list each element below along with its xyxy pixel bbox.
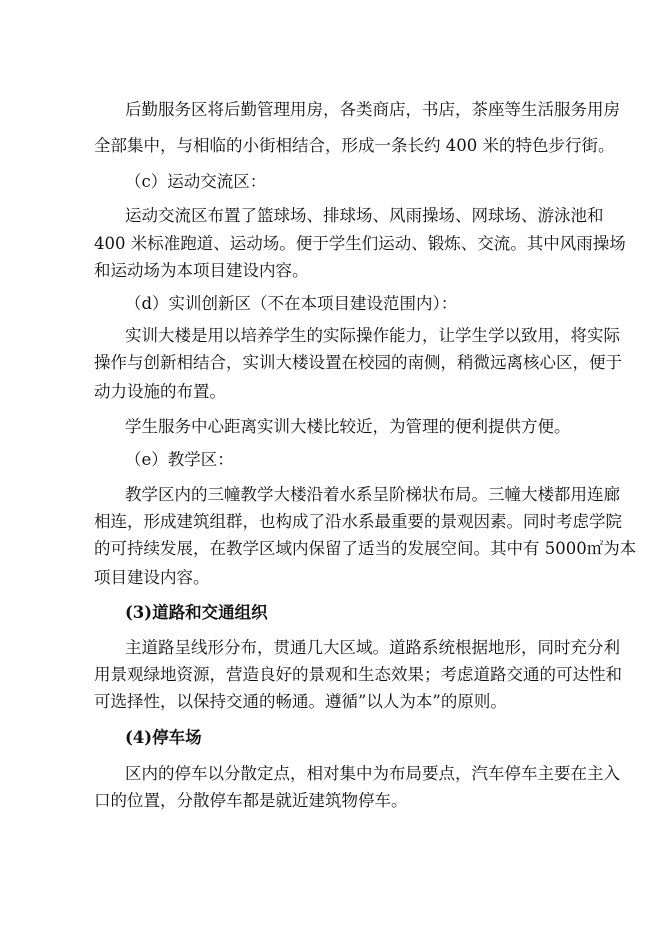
paragraph-line: 主道路呈线形分布，贯通几大区域。道路系统根据地形，同时充分利 xyxy=(125,638,620,657)
paragraph-line: 项目建设内容。 xyxy=(94,568,210,587)
paragraph-line: 区内的停车以分散定点，相对集中为布局要点，汽车停车主要在主入 xyxy=(125,764,620,783)
paragraph-line: 实训大楼是用以培养学生的实际操作能力，让学生学以致用，将实际 xyxy=(125,326,620,345)
paragraph-line: 教学区内的三幢教学大楼沿着水系呈阶梯状布局。三幢大楼都用连廊 xyxy=(125,485,620,504)
paragraph-line: 全部集中，与相临的小街相结合，形成一条长约 400 米的特色步行街。 xyxy=(94,136,615,155)
section-heading: (4)停车场 xyxy=(125,728,202,747)
paragraph-line: 和运动场为本项目建设内容。 xyxy=(94,261,309,280)
subsection-label: （c）运动交流区： xyxy=(125,172,267,191)
paragraph-line: 口的位置，分散停车都是就近建筑物停车。 xyxy=(94,791,408,810)
paragraph-line: 用景观绿地资源，营造良好的景观和生态效果；考虑道路交通的可达性和 xyxy=(94,665,622,684)
section-heading: (3)道路和交通组织 xyxy=(125,603,268,622)
subsection-label: （d）实训创新区（不在本项目建设范围内）： xyxy=(125,294,458,313)
paragraph-line: 可选择性，以保持交通的畅通。遵循”以人为本”的原则。 xyxy=(94,692,507,711)
paragraph-line: 相连，形成建筑组群，也构成了沿水系最重要的景观因素。同时考虑学院 xyxy=(94,512,622,531)
paragraph-line: 运动交流区布置了篮球场、排球场、风雨操场、网球场、游泳池和 xyxy=(125,206,604,225)
paragraph-line: 400 米标准跑道、运动场。便于学生们运动、锻炼、交流。其中风雨操场 xyxy=(94,234,626,253)
paragraph-line: 后勤服务区将后勤管理用房，各类商店，书店，茶座等生活服务用房 xyxy=(125,100,620,119)
paragraph-line: 的可持续发展，在教学区域内保留了适当的发展空间。其中有 5000㎡为本 xyxy=(94,539,637,558)
subsection-label: （e）教学区： xyxy=(125,450,234,469)
paragraph-line: 操作与创新相结合，实训大楼设置在校园的南侧，稍微远离核心区，便于 xyxy=(94,353,622,372)
paragraph-line: 学生服务中心距离实训大楼比较近，为管理的便利提供方便。 xyxy=(125,417,571,436)
paragraph-line: 动力设施的布置。 xyxy=(94,382,226,401)
